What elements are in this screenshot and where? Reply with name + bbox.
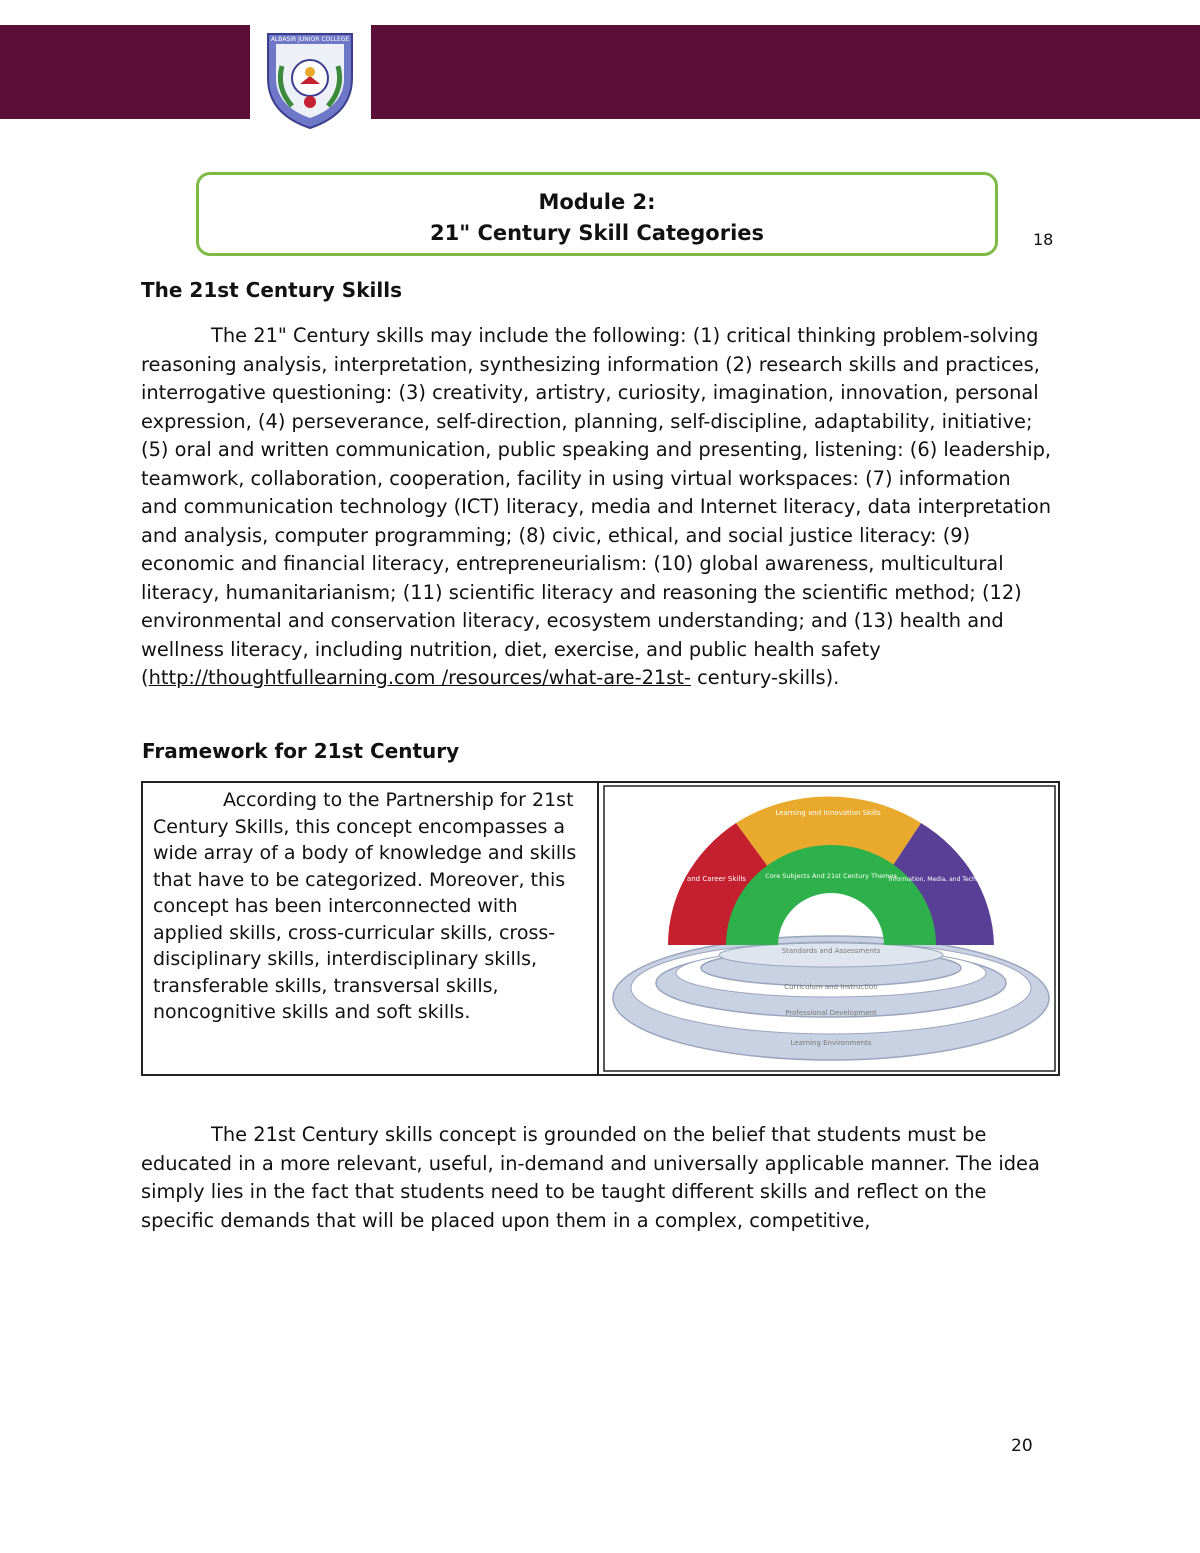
framework-rainbow-diagram	[601, 783, 1058, 1074]
label-professional: Professional Development	[785, 1009, 877, 1017]
framework-description-text: According to the Partnership for 21st Century Skills, this concept encompasses a wide array of a body of knowledge and skills that have to be categorized. Moreover, this concept has been interconnected with applied skills, cross-curricular skills, cross- disciplinary skills, interdisciplinary skills, transferable skills, transversal skills, noncognitive skills and soft skills.	[153, 789, 577, 1023]
header-band-left	[0, 25, 250, 119]
skills-paragraph	[141, 322, 1053, 693]
module-title-line2: 21" Century Skill Categories	[429, 221, 765, 245]
logo-lettering: ALBASIR JUNIOR COLLEGE	[270, 36, 350, 43]
framework-description	[143, 783, 599, 1074]
skills-paragraph-text: The 21" Century skills may include the following: (1) critical thinking problem-solving reasoning analysis, interpretation, synthesizing information (2) research skills and practices, interrogative questioning: (3) creativity, artistry, curiosity, imagination, innovation, personal expression, (4) perseverance, self-direction, planning, self-discipline, adaptability, initiative; (5) oral and written communication, public speaking and presenting, listening: (6) leadership, teamwork, collaboration, cooperation, facility in using virtual workspaces: (7) information and communication technology (ICT) literacy, media and Internet literacy, data interpretation and analysis, computer programming; (8) civic, ethical, and social justice literacy: (9) economic and financial literacy, entrepreneurialism: (10) global awareness, multicultural literacy, humanitarianism; (11) scientific literacy and reasoning the scientific method; (12) environmental and conservation literacy, ecosystem understanding; and (13) health and wellness literacy, including nutrition, diet, exercise, and public health safety	[141, 324, 1052, 661]
framework-table	[141, 781, 1060, 1076]
module-title-box	[196, 172, 998, 256]
label-information-media: Information, Media, and Technology Skills	[888, 876, 1014, 883]
reference-link[interactable]: http://thoughtfullearning.com /resources/what-are-21st-	[148, 666, 691, 689]
header-band-right	[371, 25, 1200, 119]
label-core-subjects: Core Subjects And 21st Century Themes	[765, 872, 897, 880]
link-open: (	[141, 666, 149, 689]
module-title-line1: Module 2:	[538, 190, 656, 214]
label-curriculum: Curriculum and Instruction	[784, 983, 878, 991]
school-crest-logo	[262, 26, 358, 130]
page-number-top: 18	[1033, 230, 1054, 249]
section-heading-framework: Framework for 21st Century	[142, 739, 460, 763]
link-tail: century-skills).	[690, 666, 840, 689]
label-life-career: Life and Career Skills	[672, 875, 746, 883]
label-standards: Standards and Assessments	[781, 947, 881, 955]
concept-paragraph-text: The 21st Century skills concept is grounded on the belief that students must be educated in a more relevant, useful, in-demand and universally applicable manner. The idea simply lies in the fact that students need to be taught different skills and reflect on the specific demands that will be placed upon them in a complex, competitive,	[141, 1123, 1040, 1232]
label-learning-environments: Learning Environments	[790, 1039, 872, 1047]
label-learning-innovation: Learning and Innovation Skills	[775, 809, 881, 817]
page-number-bottom: 20	[1011, 1436, 1033, 1456]
section-heading-skills: The 21st Century Skills	[141, 278, 402, 302]
concept-paragraph	[141, 1121, 1061, 1235]
